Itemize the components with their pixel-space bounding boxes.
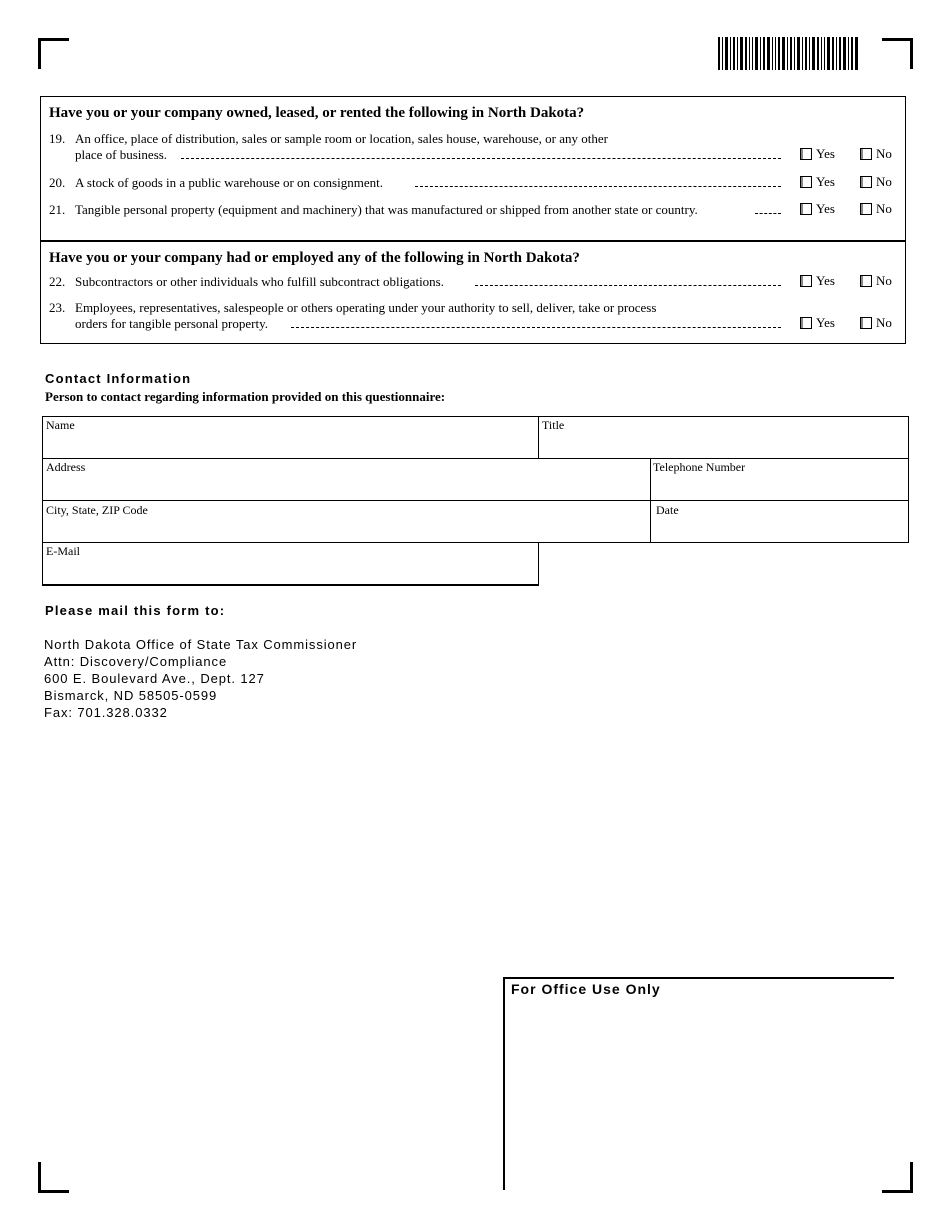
checkbox-icon[interactable] [860,176,872,188]
grid-line [650,500,909,501]
yes-label: Yes [816,201,835,216]
grid-line [650,542,909,543]
question-20-no-option[interactable] [860,174,892,190]
name-field[interactable]: Name [46,418,75,432]
checkbox-icon[interactable] [860,148,872,160]
address-field[interactable]: Address [46,460,86,474]
checkbox-icon[interactable] [800,317,812,329]
question-23-number: 23. [49,300,66,315]
employment-questions-box [40,240,906,344]
checkbox-icon[interactable] [800,176,812,188]
mail-line: 600 E. Boulevard Ave., Dept. 127 [44,671,265,686]
no-label: No [876,174,892,189]
no-label: No [876,273,892,288]
question-23-leader [291,327,781,328]
question-20-number: 20. [49,175,66,190]
question-23-no-option[interactable] [860,315,892,331]
grid-line [42,584,539,586]
yes-label: Yes [816,315,835,330]
question-20-text: A stock of goods in a public warehouse or on consignment. [75,175,383,190]
question-21-text: Tangible personal property (equipment and machinery) that was manufactured or shipped from another state or country. [75,202,698,217]
question-21-leader [755,213,781,214]
mail-line: Fax: 701.328.0332 [44,705,168,720]
question-22-no-option[interactable] [860,273,892,289]
grid-line [650,458,651,543]
grid-line [538,542,539,586]
mailing-address [44,636,357,721]
question-21-yes-option[interactable] [800,201,835,217]
registration-mark-top-left [38,38,69,69]
question-19-number: 19. [49,131,66,146]
office-box-left-border [503,977,505,1190]
section2-heading: Have you or your company had or employed any of the following in North Dakota? [49,250,580,266]
checkbox-icon[interactable] [860,317,872,329]
yes-label: Yes [816,146,835,161]
registration-mark-bottom-right [882,1162,913,1193]
date-field[interactable]: Date [656,503,679,517]
telephone-field[interactable]: Telephone Number [653,460,746,474]
mail-heading: Please mail this form to: [45,603,226,618]
question-21-number: 21. [49,202,66,217]
question-20-leader [415,186,781,187]
registration-mark-top-right [882,38,913,69]
contact-section-title: Contact Information [45,371,192,386]
grid-line [908,416,909,543]
grid-line [42,542,651,543]
question-22-yes-option[interactable] [800,273,835,289]
mail-line: Attn: Discovery/Compliance [44,654,228,669]
question-19-no-option[interactable] [860,146,892,162]
title-field[interactable]: Title [542,418,565,432]
office-box-top-border [503,977,894,979]
question-19-leader [181,158,781,159]
checkbox-icon[interactable] [800,275,812,287]
checkbox-icon[interactable] [800,148,812,160]
grid-line [538,416,539,458]
question-20-yes-option[interactable] [800,174,835,190]
question-19-text-line1: An office, place of distribution, sales or sample room or location, sales house, warehouse, or any other [75,131,608,146]
question-23-text-line1: Employees, representatives, salespeople or others operating under your authority to sell, deliver, take or process [75,300,657,315]
grid-line [42,416,43,586]
no-label: No [876,201,892,216]
email-field[interactable]: E-Mail [46,544,80,558]
question-22-number: 22. [49,274,66,289]
no-label: No [876,146,892,161]
question-23-yes-option[interactable] [800,315,835,331]
grid-line [42,458,909,459]
checkbox-icon[interactable] [860,275,872,287]
question-23-text-line2: orders for tangible personal property. [75,316,269,331]
mail-line: North Dakota Office of State Tax Commissioner [44,637,358,652]
question-22-text: Subcontractors or other individuals who fulfill subcontract obligations. [75,274,444,289]
ownership-questions-box [40,96,906,241]
question-21-no-option[interactable] [860,201,892,217]
grid-line [42,416,909,417]
city-state-zip-field[interactable]: City, State, ZIP Code [46,503,148,517]
registration-mark-bottom-left [38,1162,69,1193]
office-use-title: For Office Use Only [511,981,661,997]
question-19-text-line2: place of business. [75,147,168,162]
contact-section-subtitle: Person to contact regarding information provided on this questionnaire: [45,389,446,404]
yes-label: Yes [816,273,835,288]
barcode-icon [718,37,858,70]
section1-heading: Have you or your company owned, leased, or rented the following in North Dakota? [49,105,585,121]
question-22-leader [475,285,781,286]
mail-line: Bismarck, ND 58505-0599 [44,688,218,703]
checkbox-icon[interactable] [800,203,812,215]
no-label: No [876,315,892,330]
yes-label: Yes [816,174,835,189]
grid-line [42,500,651,501]
checkbox-icon[interactable] [860,203,872,215]
question-19-yes-option[interactable] [800,146,835,162]
